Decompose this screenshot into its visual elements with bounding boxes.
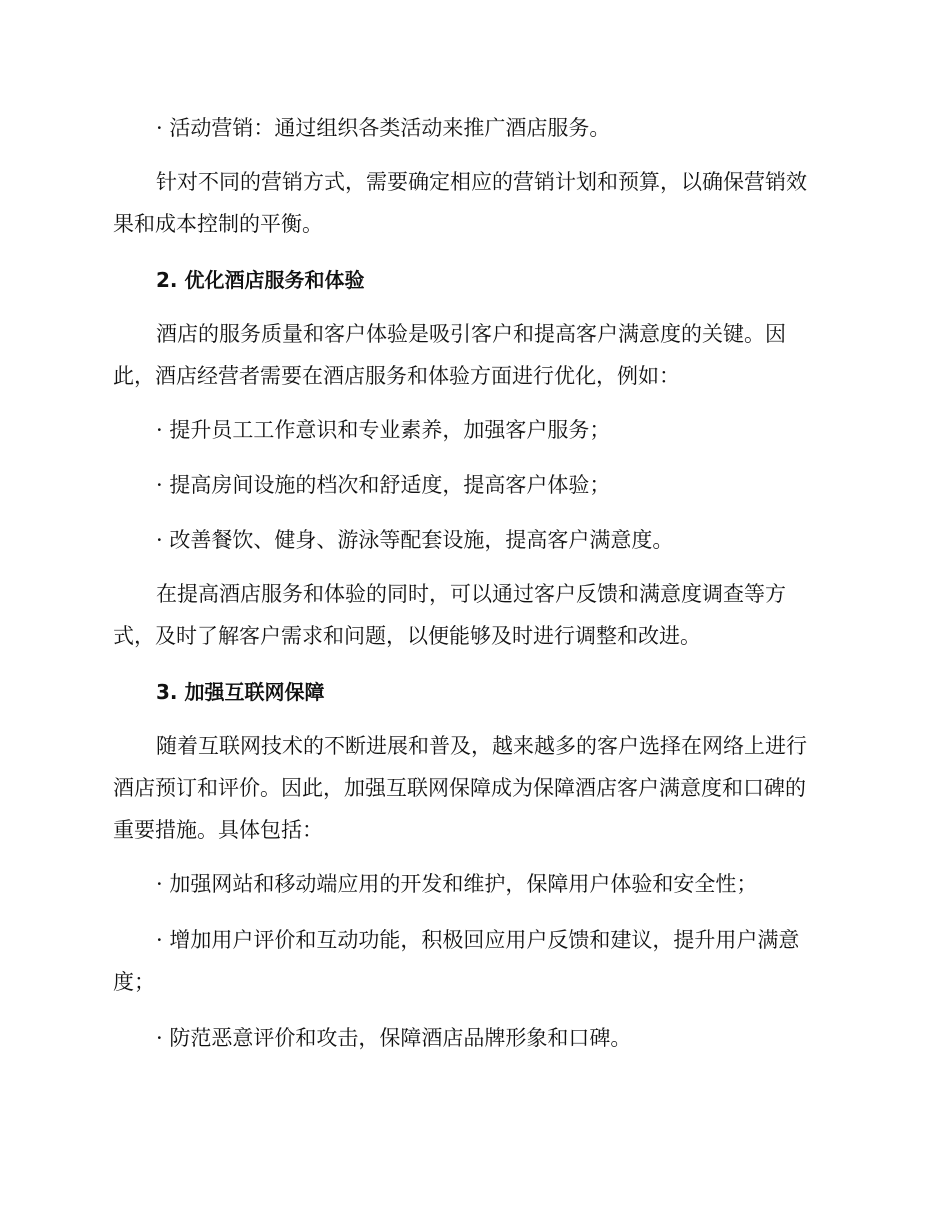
- list-item: · 提升员工工作意识和专业素养，加强客户服务；: [156, 418, 611, 442]
- paragraph-line: 酒店预订和评价。因此，加强互联网保障成为保障酒店客户满意度和口碑的: [113, 776, 806, 800]
- list-item: · 增加用户评价和互动功能，积极回应用户反馈和建议，提升用户满意: [156, 928, 800, 952]
- paragraph-line: 此，酒店经营者需要在酒店服务和体验方面进行优化，例如：: [113, 364, 680, 388]
- paragraph-line: 在提高酒店服务和体验的同时，可以通过客户反馈和满意度调查等方: [156, 582, 786, 606]
- list-item: · 改善餐饮、健身、游泳等配套设施，提高客户满意度。: [156, 528, 674, 552]
- list-item-continuation: 度；: [113, 970, 155, 994]
- paragraph-line: 重要措施。具体包括：: [113, 818, 323, 842]
- paragraph-line: 式，及时了解客户需求和问题，以便能够及时进行调整和改进。: [113, 624, 701, 648]
- paragraph-summary-line: 针对不同的营销方式，需要确定相应的营销计划和预算，以确保营销效: [156, 170, 807, 194]
- list-item: · 防范恶意评价和攻击，保障酒店品牌形象和口碑。: [156, 1026, 632, 1050]
- paragraph-line: 酒店的服务质量和客户体验是吸引客户和提高客户满意度的关键。因: [156, 322, 786, 346]
- paragraph-line: 随着互联网技术的不断进展和普及，越来越多的客户选择在网络上进行: [156, 734, 807, 758]
- paragraph-summary-line: 果和成本控制的平衡。: [113, 212, 323, 236]
- list-item: · 加强网站和移动端应用的开发和维护，保障用户体验和安全性；: [156, 872, 758, 896]
- list-item: · 提高房间设施的档次和舒适度，提高客户体验；: [156, 473, 611, 497]
- section-heading-optimize-service: 2. 优化酒店服务和体验: [156, 268, 365, 292]
- bullet-activity-marketing: · 活动营销：通过组织各类活动来推广酒店服务。: [156, 116, 611, 140]
- section-heading-internet-assurance: 3. 加强互联网保障: [156, 680, 325, 704]
